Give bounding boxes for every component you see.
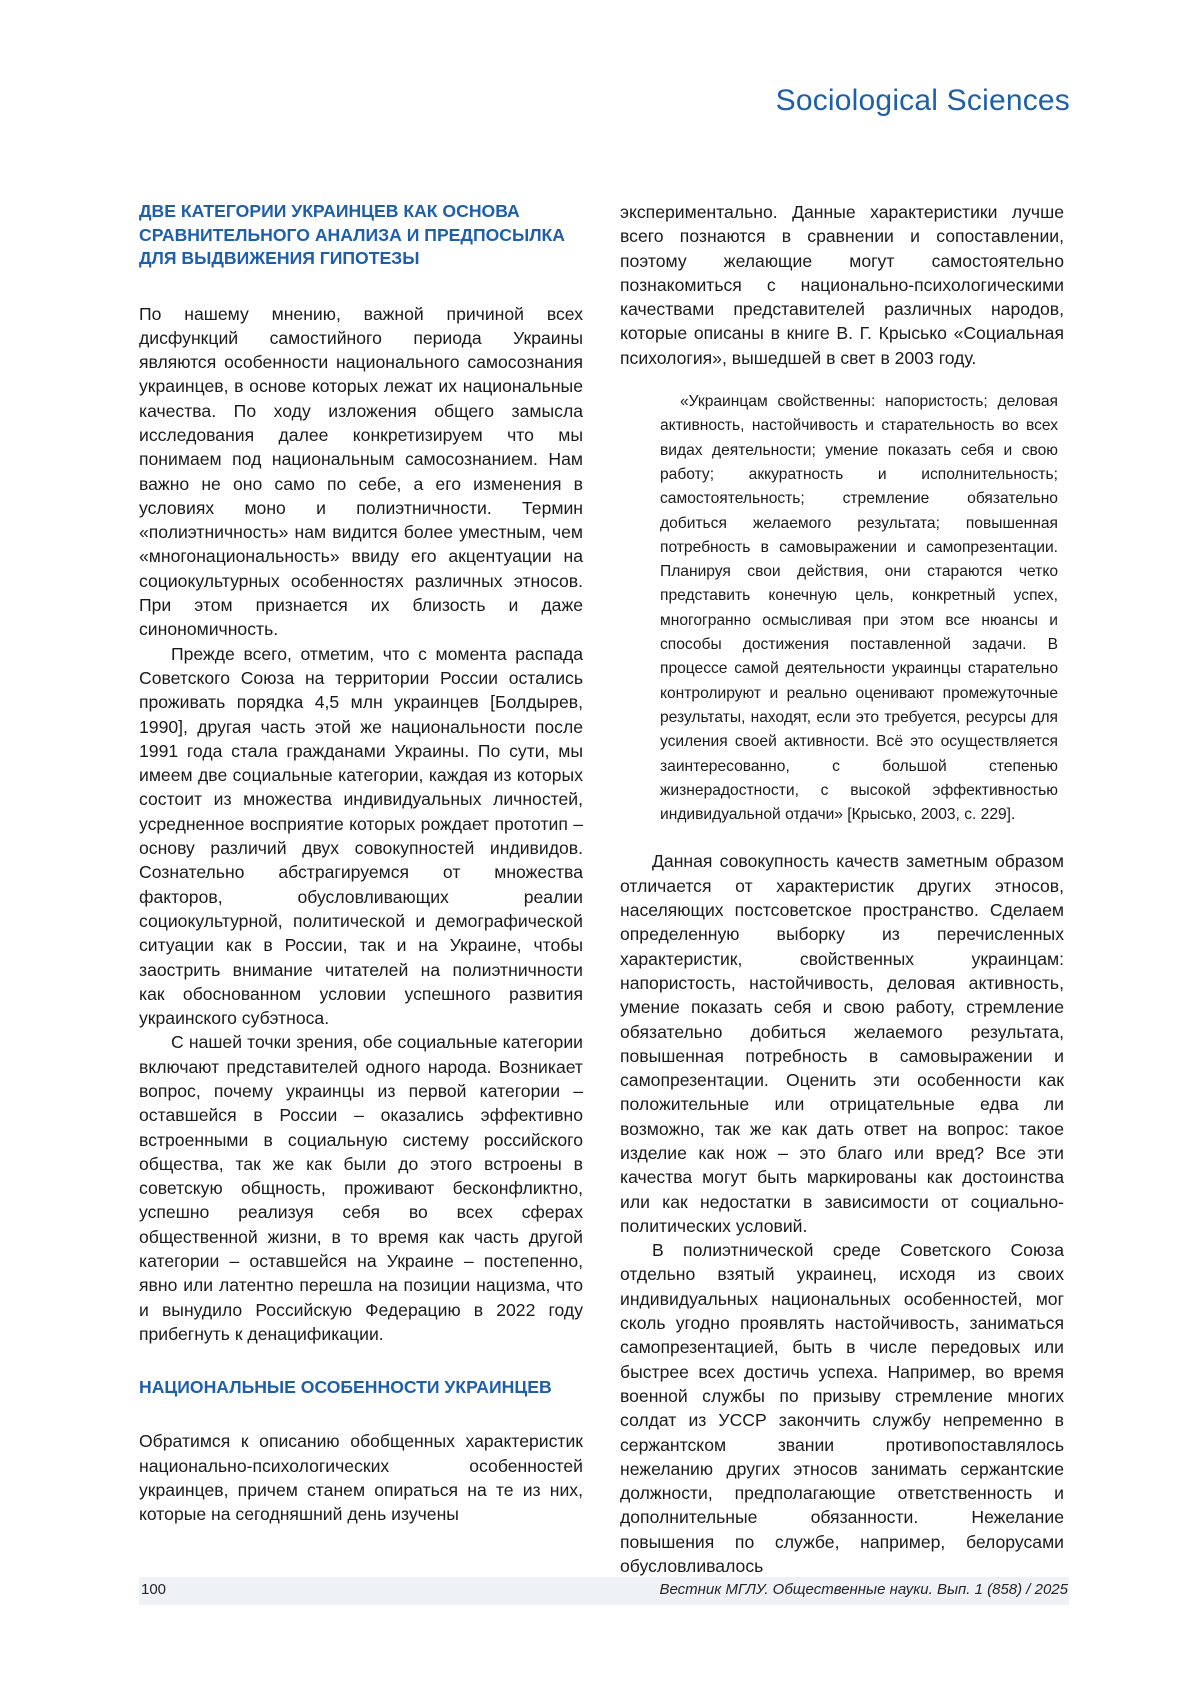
block-quote (660, 390, 1058, 827)
paragraph: Данная совокупность качеств заметным образом отличается от характеристик других этносов, населяющих постсоветское пространство. Сделаем определенную выборку из перечисленных характеристик, свойственных украинцам: напористость, настойчивость, деловая активность, умение показать себя и свою работу, стремление обязательно добиться желаемого результата, повышенная потребность в самовыражении и самопрезентации. Оценить эти особенности как положительные или отрицательные едва ли возможно, так же как дать ответ на вопрос: такое изделие как нож – это благо или вред? Все эти качества могут быть маркированы как достоинства или как недостатки в зависимости от социально-политических условий. (620, 851, 1064, 1236)
paragraph: Прежде всего, отметим, что с момента распада Советского Союза на территории России остались проживать порядка 4,5 млн украинцев [Болдырев, 1990], другая часть этой же национальности после 1991 года стала гражданами Украины. По сути, мы имеем две социальные категории, каждая из которых состоит из множества индивидуальных личностей, усредненное восприятие которых рождает прототип – основу различий двух совокупностей индивидов. Сознательно абстрагируемся от множества факторов, обусловливающих реалии социокультурной, политической и демографической ситуации как в России, так и на Украине, чтобы заострить внимание читателей на полиэтничности как обоснованном условии успешного развития украинского субэтноса. (139, 643, 583, 1029)
section-heading-national-features: НАЦИОНАЛЬНЫЕ ОСОБЕННОСТИ УКРАИНЦЕВ (139, 1377, 552, 1398)
left-column (139, 200, 583, 1526)
right-column (620, 200, 1064, 1578)
quote-text: «Украинцам свойственны: напористость; деловая активность, настойчивость и старательность во всех видах деятельности; умение показать себя и свою работу; аккуратность и исполнительность; самостоятельность; стремление обязательно добиться желаемого результата; повышенная потребность в самовыражении и самопрезентации. Планируя свои действия, они стараются четко представить конечную цель, конкретный успех, многогранно осмысливая при этом все нюансы и способы достижения поставленной задачи. В процессе самой деятельности украинцы старательно контролируют и реально оценивают промежуточные результаты, находят, если это требуется, ресурсы для усиления своей активности. Всё это осуществляется заинтересованно, с большой степенью жизнерадостности, с высокой эффективностью индивидуальной отдачи» [Крысько, 2003, с. 229]. (660, 393, 1058, 824)
paragraph: Обратимся к описанию обобщенных характеристик национально-психологических особенностей украинцев, причем станем опираться на те из них, которые на сегодняшний день изучены (139, 1431, 583, 1525)
paragraph: По нашему мнению, важной причиной всех дисфункций самостийного периода Украины являются особенности национального самосознания украинцев, в основе которых лежат их национальные качества. По ходу изложения общего замысла исследования далее конкретизируем что мы понимаем под национальным самосознанием. Нам важно не оно само по себе, а его изменения в условиях моно и полиэтничности. Термин «полиэтничность» нам видится более уместным, чем «многонациональность» ввиду его акцентуации на социокультурных особенностях различных этносов. При этом признается их близость и даже синономичность. (139, 303, 583, 640)
page-number: 100 (141, 1581, 167, 1598)
journal-section-title: Sociological Sciences (775, 84, 1070, 117)
paragraph: С нашей точки зрения, обе социальные категории включают представителей одного народа. Возникает вопрос, почему украинцы из первой категории – оставшейся в России – оказались эффективно встроенными в социальную систему российского общества, так же как были до этого встроены в советскую общность, проживают бесконфликтно, успешно реализуя себя во всех сферах общественной жизни, в то время как часть другой категории – оставшейся на Украине – постепенно, явно или латентно перешла на позиции нацизма, что и вынудило Российскую Федерацию в 2022 году прибегнуть к денацификации. (139, 1032, 583, 1344)
section-heading-two-categories: ДВЕ КАТЕГОРИИ УКРАИНЦЕВ КАК ОСНОВА СРАВНИТЕЛЬНОГО АНАЛИЗА И ПРЕДПОСЫЛКА ДЛЯ ВЫДВИЖЕНИЯ ГИПОТЕЗЫ (139, 201, 566, 268)
paragraph: В полиэтнической среде Советского Союза отдельно взятый украинец, исходя из своих индивидуальных национальных особенностей, мог сколь угодно проявлять настойчивость, заниматься самопрезентацией, быть в числе передовых или быстрее всех достичь успеха. Например, во время военной службы по призыву стремление многих солдат из УССР закончить службу непременно в сержантском звании противопоставлялось нежеланию других этносов занимать сержантские должности, предполагающие ответственность и дополнительные обязанности. Нежелание повышения по службе, например, белорусами обусловливалось (620, 1240, 1064, 1577)
journal-citation: Вестник МГЛУ. Общественные науки. Вып. 1 (858) / 2025 (659, 1581, 1068, 1598)
paragraph: экспериментально. Данные характеристики лучше всего познаются в сравнении и сопоставлении, поэтому желающие могут самостоятельно познакомиться с национально-психологическими качествами представителей различных народов, которые описаны в книге В. Г. Крысько «Социальная психология», вышедшей в свет в 2003 году. (620, 202, 1064, 368)
